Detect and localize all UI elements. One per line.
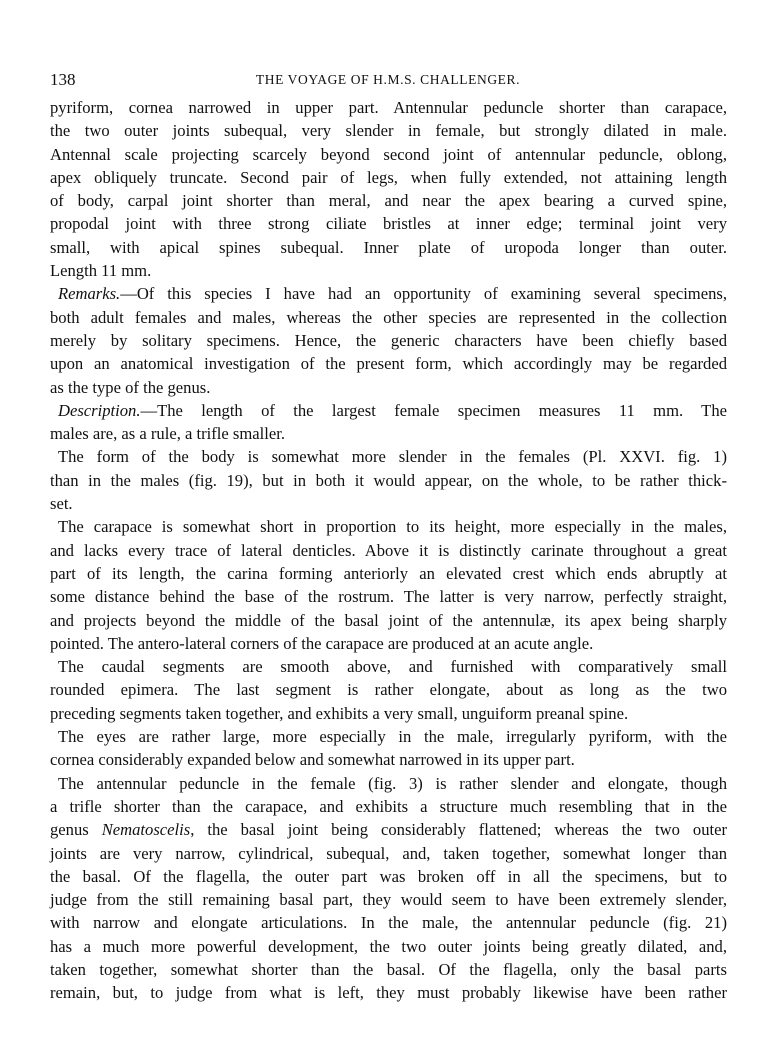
text-run: the two outer joints subequal, very slender in female, but strongly dilated in male. — [50, 121, 727, 141]
running-title: THE VOYAGE OF H.M.S. CHALLENGER. — [255, 72, 521, 87]
text-line — [50, 515, 727, 538]
genus-name: Nematoscelis — [101, 820, 191, 840]
text-line — [50, 655, 727, 678]
text-line — [50, 609, 727, 632]
text-run: pointed. The antero-lateral corners of the carapace are produced at an acute angle. — [50, 633, 594, 653]
text-line — [50, 562, 727, 585]
text-line — [50, 212, 727, 235]
text-run: males are, as a rule, a trifle smaller. — [50, 424, 285, 444]
text-line — [50, 725, 727, 748]
text-run: The form of the body is somewhat more slender in the females (Pl. XXVI. fig. 1) — [58, 447, 727, 467]
text-line — [50, 818, 727, 841]
text-line — [50, 865, 727, 888]
text-run: of body, carpal joint shorter than meral, and near the apex bearing a curved spine, — [50, 191, 727, 211]
text-line — [50, 911, 727, 934]
text-run: The antennular peduncle in the female (fig. 3) is rather slender and elongate, though — [58, 773, 727, 793]
text-line — [50, 935, 727, 958]
text-run: has a much more powerful development, the two outer joints being greatly dilated, and, — [50, 936, 727, 956]
text-line — [50, 306, 727, 329]
text-run: taken together, somewhat shorter than the basal. Of the flagella, only the basal parts — [50, 959, 727, 979]
text-line — [50, 329, 727, 352]
text-run: The caudal segments are smooth above, and furnished with comparatively small — [58, 657, 727, 677]
text-run: with narrow and elongate articulations. In the male, the antennular peduncle (fig. 21) — [50, 913, 727, 933]
text-run: joints are very narrow, cylindrical, subequal, and, taken together, somewhat longer than — [50, 843, 727, 863]
text-run: a trifle shorter than the carapace, and exhibits a structure much resembling that in the — [50, 796, 727, 816]
text-line — [50, 143, 727, 166]
text-run: apex obliquely truncate. Second pair of legs, when fully extended, not attaining length — [50, 167, 727, 187]
text-line — [50, 189, 727, 212]
text-run: remain, but, to judge from what is left, they must probably likewise have been rather — [50, 983, 727, 1003]
section-heading: Remarks. — [58, 284, 121, 304]
text-line — [50, 399, 727, 422]
text-line — [50, 981, 727, 1004]
body-text — [50, 96, 727, 1005]
text-line — [50, 282, 727, 305]
text-line — [50, 958, 727, 981]
text-run: both adult females and males, whereas the other species are represented in the collection — [50, 307, 727, 327]
text-run: —The length of the largest female specimen measures 11 mm. The — [140, 400, 727, 420]
text-line — [50, 632, 727, 655]
text-line — [50, 795, 727, 818]
text-run: , the basal joint being considerably flattened; whereas the two outer — [190, 820, 727, 840]
text-run: some distance behind the base of the rostrum. The latter is very narrow, perfectly straight, — [50, 587, 727, 607]
text-run: pyriform, cornea narrowed in upper part. Antennular peduncle shorter than carapace, — [50, 98, 727, 117]
section-heading: Description. — [58, 400, 141, 420]
text-run: rounded epimera. The last segment is rather elongate, about as long as the two — [50, 680, 727, 700]
text-line — [50, 236, 727, 259]
text-run: part of its length, the carina forming anteriorly an elevated crest which ends abruptly at — [50, 563, 727, 583]
text-line — [50, 748, 727, 771]
text-run: Antennal scale projecting scarcely beyond second joint of antennular peduncle, oblong, — [50, 144, 727, 164]
text-run: The carapace is somewhat short in proportion to its height, more especially in the males, — [58, 517, 727, 537]
page-number: 138 — [50, 70, 76, 89]
text-run: and projects beyond the middle of the basal joint of the antennulæ, its apex being sharply — [50, 610, 727, 630]
text-run: Length 11 mm. — [50, 261, 152, 281]
text-run: preceding segments taken together, and exhibits a very small, unguiform preanal spine. — [50, 703, 629, 723]
text-line — [50, 539, 727, 562]
text-run: small, with apical spines subequal. Inner plate of uropoda longer than outer. — [50, 237, 727, 257]
text-line — [50, 445, 727, 468]
text-run: set. — [50, 494, 73, 514]
text-line — [50, 842, 727, 865]
text-line — [50, 678, 727, 701]
text-line — [50, 702, 727, 725]
text-line — [50, 166, 727, 189]
text-line — [50, 469, 727, 492]
text-line — [50, 888, 727, 911]
text-run: The eyes are rather large, more especially in the male, irregularly pyriform, with the — [58, 727, 727, 747]
text-run: judge from the still remaining basal part, they would seem to have been extremely slender, — [50, 890, 727, 910]
text-line — [50, 259, 727, 282]
text-run: propodal joint with three strong ciliate bristles at inner edge; terminal joint very — [50, 214, 727, 234]
text-run: as the type of the genus. — [50, 377, 211, 397]
text-line — [50, 772, 727, 795]
text-run: upon an anatomical investigation of the present form, which accordingly may be regarded — [50, 354, 727, 374]
text-run: cornea considerably expanded below and somewhat narrowed in its upper part. — [50, 750, 575, 770]
text-run: and lacks every trace of lateral denticles. Above it is distinctly carinate throughout a great — [50, 540, 727, 560]
text-line — [50, 119, 727, 142]
text-line — [50, 492, 727, 515]
text-run: merely by solitary specimens. Hence, the generic characters have been chiefly based — [50, 330, 727, 350]
text-run: —Of this species I have had an opportunity of examining several specimens, — [120, 284, 727, 304]
text-line — [50, 585, 727, 608]
text-run: than in the males (fig. 19), but in both it would appear, on the whole, to be rather thick- — [50, 470, 727, 490]
text-run: genus — [50, 820, 102, 840]
text-run: the basal. Of the flagella, the outer part was broken off in all the specimens, but to — [50, 866, 727, 886]
text-line — [50, 422, 727, 445]
text-line — [50, 96, 727, 119]
text-line — [50, 376, 727, 399]
text-line — [50, 352, 727, 375]
